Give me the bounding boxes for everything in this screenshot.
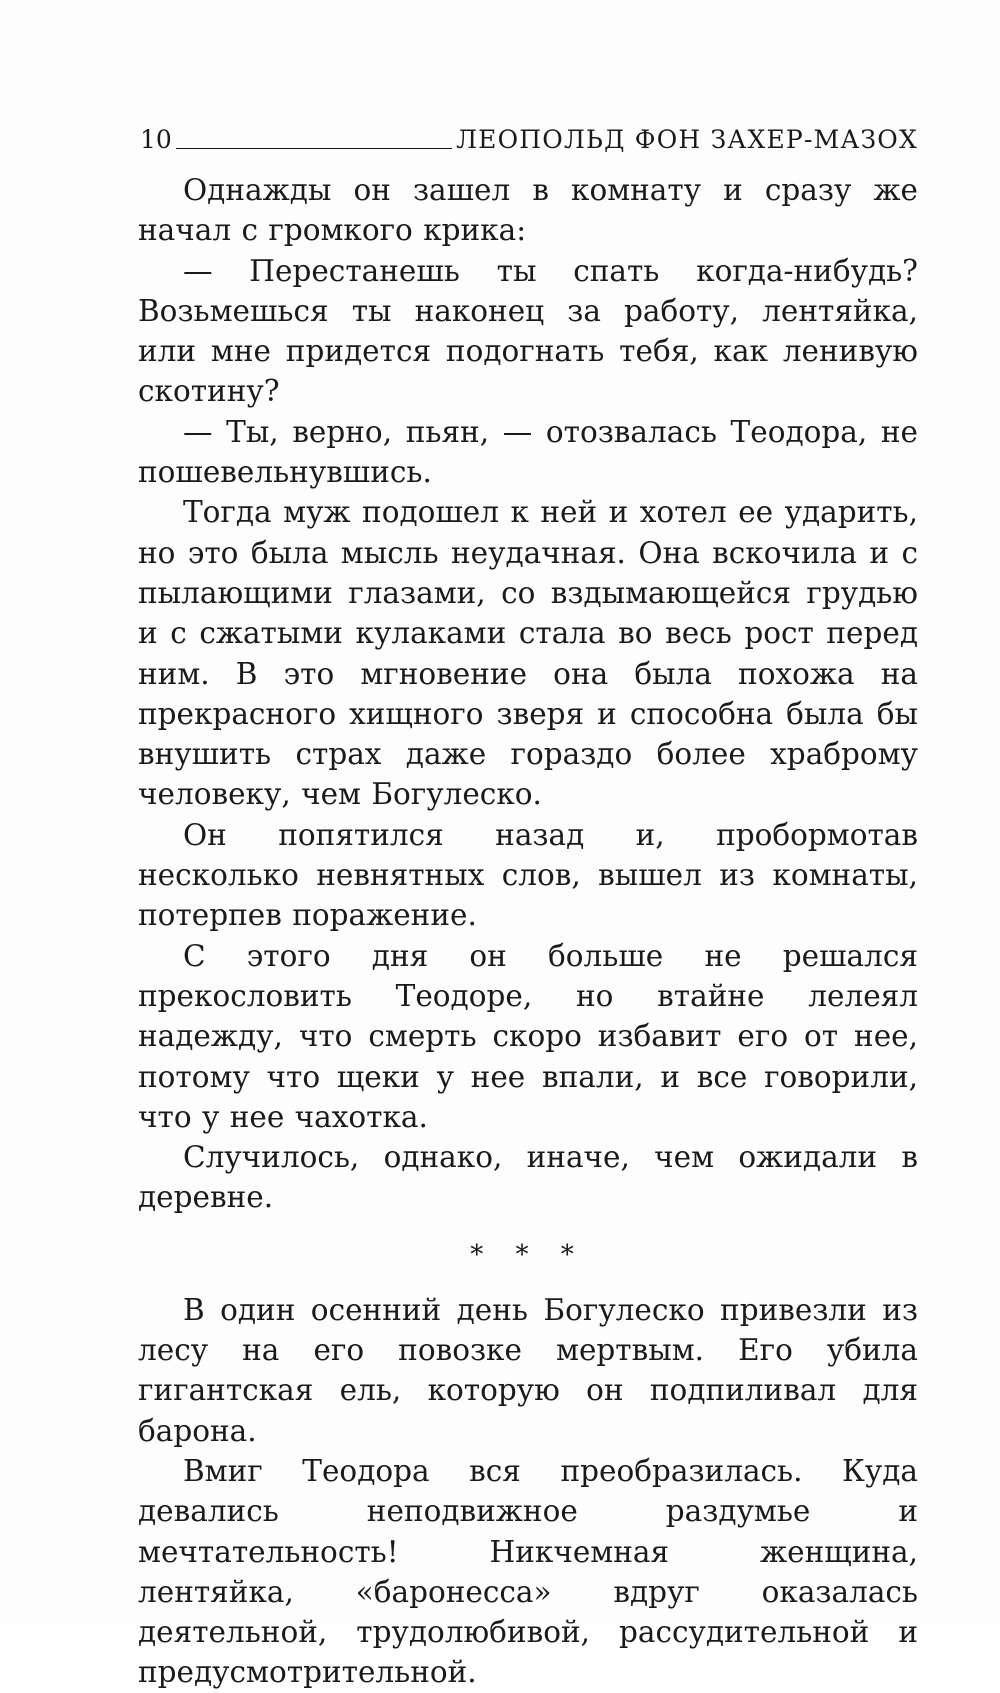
paragraph: В один осенний день Богулеско привезли из лесу на его повозке мертвым. Его убила гигантская ель, которую он подпиливал для барона. xyxy=(138,1292,918,1448)
paragraph: Случилось, однако, иначе, чем ожидали в деревне. xyxy=(138,1140,918,1215)
paragraph: Вмиг Теодора вся преобразилась. Куда девались неподвижное раздумье и мечтательность! Никчемная женщина, лентяйка, «баронесса» вдруг оказалась деятельной, трудолюбивой, рассудительной и предусмотрительной. xyxy=(138,1453,918,1690)
paragraph: Тогда муж подошел к ней и хотел ее ударить, но это была мысль неудачная. Она вскочила и с пылающими глазами, со вздымающейся грудью и с сжатыми кулаками стала во весь рост перед ним. В это мгновение она была похожа на прекрасного хищного зверя и способна была бы внушить страх даже гораздо более храброму человеку, чем Богулеско. xyxy=(138,495,918,812)
running-header xyxy=(140,121,918,155)
body-text xyxy=(138,170,918,1693)
paragraph: — Ты, верно, пьян, — отозвалась Теодора, не пошевельнувшись. xyxy=(138,414,918,490)
paragraph: Однажды он зашел в комнату и сразу же начал с громкого крика: xyxy=(138,173,918,248)
header-rule xyxy=(176,148,452,149)
section-break: * * * xyxy=(470,1239,586,1270)
paragraph: — Перестанешь ты спать когда-нибудь? Возьмешься ты наконец за работу, лентяйка, или мне придется подогнать тебя, как ленивую скотину? xyxy=(138,253,918,409)
paragraph: С этого дня он больше не решался прекословить Теодоре, но втайне лелеял надежду, что смерть скоро избавит его от нее, потому что щеки у нее впали, и все говорили, что у нее чахотка. xyxy=(138,938,918,1134)
page-number: 10 xyxy=(140,125,172,154)
paragraph: Он попятился назад и, пробормотав несколько невнятных слов, вышел из комнаты, потерпев поражение. xyxy=(138,817,918,933)
running-title: ЛЕОПОЛЬД ФОН ЗАХЕР-МАЗОХ xyxy=(456,125,918,154)
